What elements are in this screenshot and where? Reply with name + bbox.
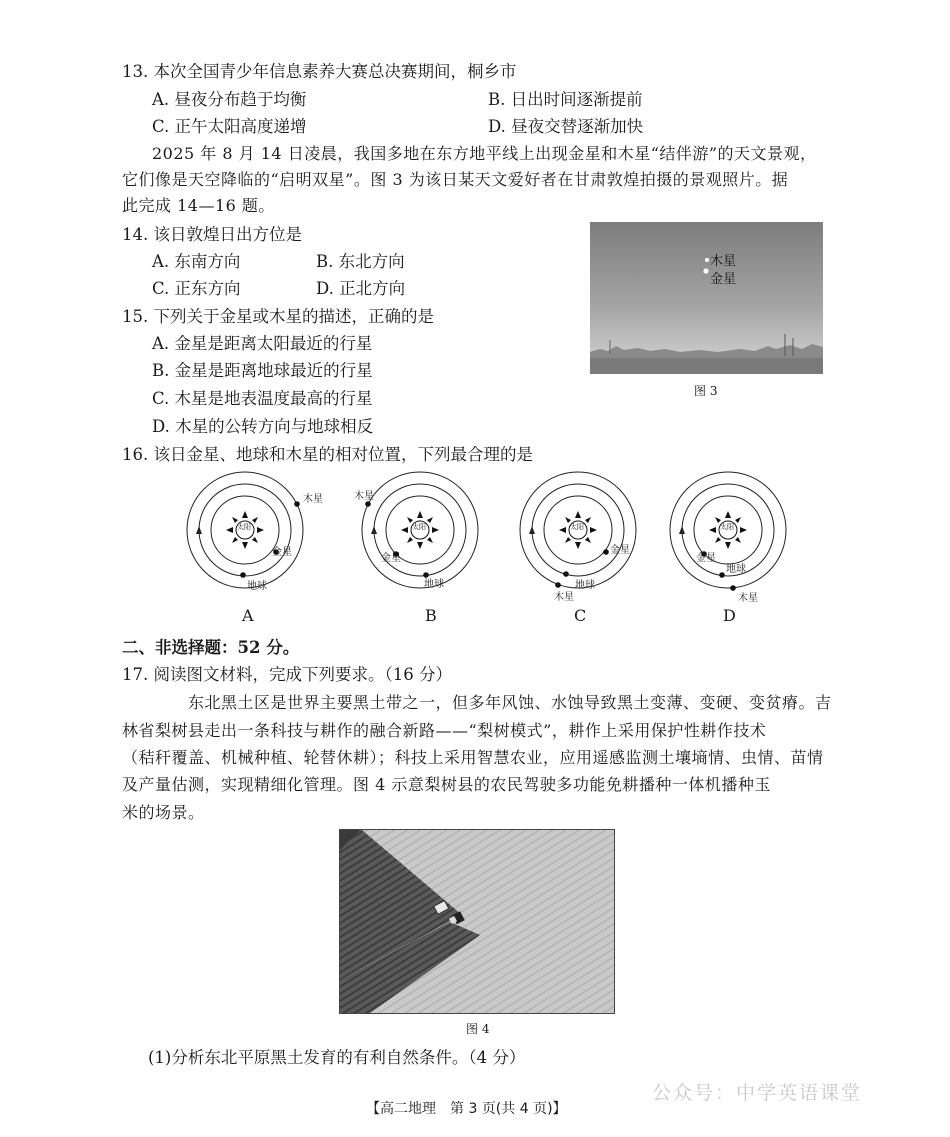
q15-option-d: D. 木星的公转方向与地球相反 [152, 417, 374, 436]
q17-line-3: （秸秆覆盖、机械种植、轮替休耕）；科技上采用智慧农业，应用遥感监测土壤墒情、虫情、苗情 [122, 748, 824, 767]
fig3-caption: 图 3 [694, 384, 718, 398]
orbit-d-jupiter-label: 木星 [738, 593, 758, 604]
orbit-b-sun-label: 太阳 [412, 523, 426, 531]
q16-stem: 16. 该日金星、地球和木星的相对位置，下列最合理的是 [122, 445, 533, 464]
q13-option-c: C. 正午太阳高度递增 [152, 117, 307, 136]
material-line-3: 此完成 14—16 题。 [122, 196, 275, 215]
q14-option-d: D. 正北方向 [316, 279, 406, 298]
section2-title: 二、非选择题：52 分。 [122, 638, 300, 657]
q17-stem: 17. 阅读图文材料，完成下列要求。（16 分） [122, 665, 452, 684]
q17-sub1: (1)分析东北平原黑土发育的有利自然条件。（4 分） [148, 1048, 526, 1067]
q15-stem: 15. 下列关于金星或木星的描述，正确的是 [122, 307, 434, 326]
orbit-b-jupiter-label: 木星 [354, 491, 374, 502]
material-line-2: 它们像是天空降临的“启明双星”。图 3 为该日某天文爱好者在甘肃敦煌拍摄的景观照片。据 [122, 170, 789, 189]
orbit-a-jupiter-label: 木星 [303, 494, 323, 505]
q17-line-1: 东北黑土区是世界主要黑土带之一，但多年风蚀、水蚀导致黑土变薄、变硬、变贫瘠。吉 [188, 693, 832, 712]
orbit-a-venus-label: 金星 [272, 547, 292, 558]
orbit-c-sun-label: 太阳 [570, 523, 584, 531]
orbit-b-venus-label: 金星 [381, 553, 401, 564]
orbit-diagrams [175, 468, 795, 608]
fig3-label-jupiter: 木星 [710, 254, 737, 269]
orbit-a-sun-label: 太阳 [237, 523, 251, 531]
q14-stem: 14. 该日敦煌日出方位是 [122, 225, 302, 244]
material-line-1: 2025 年 8 月 14 日凌晨，我国多地在东方地平线上出现金星和木星“结伴游”的天文景观， [152, 144, 817, 163]
q15-option-c: C. 木星是地表温度最高的行星 [152, 389, 373, 408]
orbit-b-earth-label: 地球 [424, 579, 444, 590]
q15-option-b: B. 金星是距离地球最近的行星 [152, 361, 373, 380]
fig3-label-venus: 金星 [710, 272, 737, 287]
orbit-d-sun-label: 太阳 [720, 523, 734, 531]
q14-option-c: C. 正东方向 [152, 279, 241, 298]
orbit-letter-d: D [723, 606, 736, 625]
q14-option-b: B. 东北方向 [316, 252, 405, 271]
q13-option-d: D. 昼夜交替逐渐加快 [488, 117, 644, 136]
fig3-photo [590, 222, 823, 374]
q17-line-4: 及产量估测，实现精细化管理。图 4 示意梨树县的农民驾驶多功能免耕播种一体机播种玉 [122, 775, 771, 794]
q17-line-5: 米的场景。 [122, 803, 205, 822]
q17-line-2: 林省梨树县走出一条科技与耕作的融合新路——“梨树模式”，耕作上采用保护性耕作技术 [122, 721, 767, 740]
venus-dot [703, 268, 708, 273]
orbit-a-earth-label: 地球 [247, 581, 267, 592]
orbit-letter-a: A [242, 606, 254, 625]
orbit-letter-c: C [574, 606, 587, 625]
orbit-c-earth-label: 地球 [575, 580, 595, 591]
orbit-letter-b: B [425, 606, 437, 625]
fig4-caption: 图 4 [466, 1022, 490, 1036]
q13-option-a: A. 昼夜分布趋于均衡 [152, 90, 307, 109]
q15-option-a: A. 金星是距离太阳最近的行星 [152, 334, 373, 353]
fig4-photo [339, 829, 615, 1014]
page-footer: 【高二地理 第 3 页(共 4 页)】 [366, 1101, 567, 1117]
orbit-c-venus-label: 金星 [610, 545, 630, 556]
q13-stem: 13. 本次全国青少年信息素养大赛总决赛期间，桐乡市 [122, 62, 517, 81]
orbit-d-earth-label: 地球 [726, 564, 746, 575]
q13-option-b: B. 日出时间逐渐提前 [488, 90, 643, 109]
orbit-c-jupiter-label: 木星 [554, 592, 574, 603]
q14-option-a: A. 东南方向 [152, 252, 241, 271]
watermark: 公众号：中学英语课堂 [652, 1082, 863, 1104]
jupiter-dot [705, 258, 709, 262]
orbit-d-venus-label: 金星 [696, 553, 716, 564]
